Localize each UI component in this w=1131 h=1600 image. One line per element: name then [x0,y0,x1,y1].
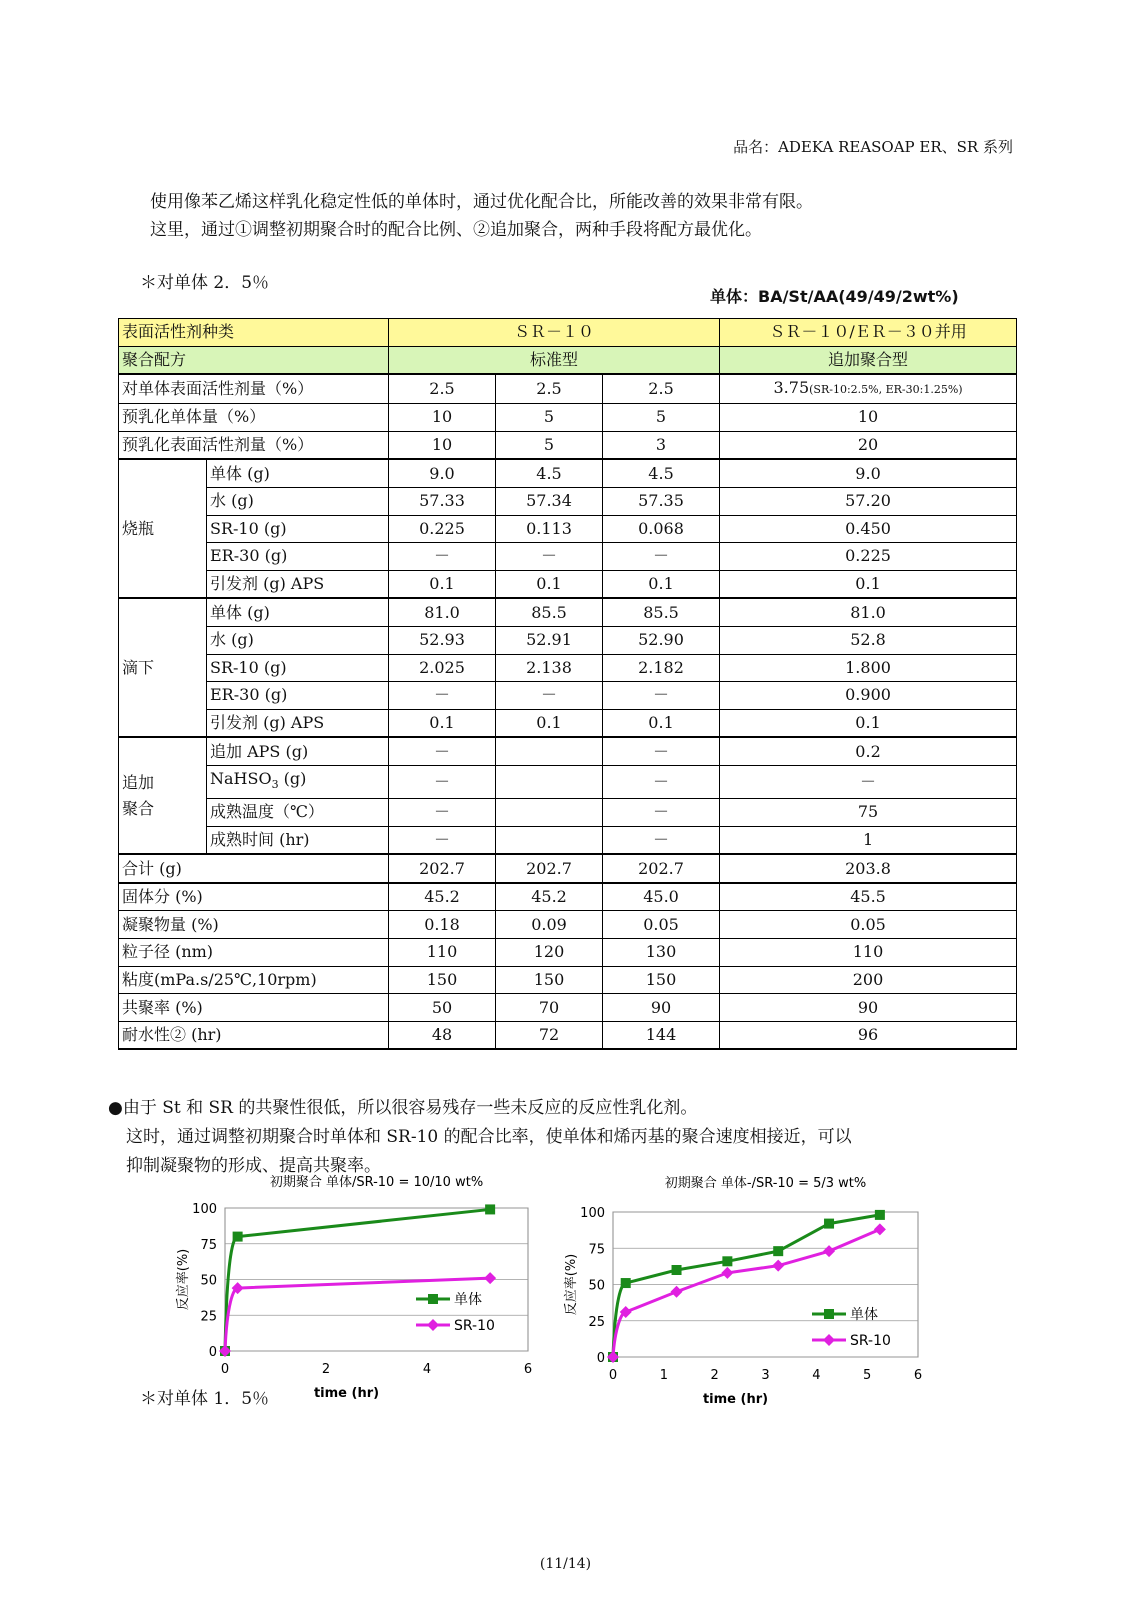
result-value: 48 [389,1021,496,1049]
value-cell: 0.900 [720,682,1017,710]
bullet-line-1: ●由于 St 和 SR 的共聚性很低，所以很容易残存一些未反应的反应性乳化剂。 [108,1098,698,1118]
value-cell: － [389,543,496,571]
value-cell: 81.0 [720,598,1017,626]
y-axis-label: 反应率(%) [564,1253,579,1316]
y-tick-label: 100 [580,1206,605,1221]
chart-title: 初期聚合 单体-/SR-10 = 5/3 wt% [664,1176,867,1191]
value-cell: 2.025 [389,654,496,682]
x-axis-label: time (hr) [702,1392,769,1407]
value-cell: 0.225 [720,543,1017,571]
x-tick-label: 4 [422,1362,432,1377]
product-name-header: 品名：ADEKA REASOAP ER、SR 系列 [733,138,1013,156]
value-cell: 75 [720,799,1017,827]
value-cell: 57.34 [496,487,603,515]
result-label: 粒子径 (nm) [119,939,389,967]
value-cell: 0.1 [603,709,720,737]
result-value: 130 [603,939,720,967]
data-point [672,1265,682,1275]
row-label [207,543,389,571]
chart-initial-10-10 [160,1168,560,1418]
note-top: ＊对单体 2．5％ [140,273,270,293]
value-note: (SR-10:2.5%, ER-30:1.25%) [809,383,963,397]
table-row [119,404,1017,432]
value-cell: 1.800 [720,654,1017,682]
value-cell: 2.182 [603,654,720,682]
x-tick-label: 3 [761,1368,770,1383]
x-tick-label: 6 [523,1362,533,1377]
value-cell: 0.2 [720,737,1017,765]
row-label-text: 单体 (g) [210,463,270,483]
value-cell: － [603,682,720,710]
result-value: 90 [720,994,1017,1022]
table-row [119,543,1017,571]
value-cell: 2.5 [496,374,603,404]
row-label-text: ER-30 (g) [210,546,288,566]
value-cell: － [389,765,496,798]
value-cell [496,737,603,765]
table-row [119,799,1017,827]
value-cell: 2.138 [496,654,603,682]
y-tick-label: 75 [588,1242,605,1258]
value-cell: － [496,682,603,710]
result-value: 110 [720,939,1017,967]
result-label: 耐水性② (hr) [119,1021,389,1049]
group-label-line: 追加 [122,772,155,792]
x-tick-label: 1 [659,1368,668,1383]
row-label-text: SR-10 (g) [210,518,287,538]
row-label [207,626,389,654]
value-cell: － [603,799,720,827]
value-cell [720,374,1017,404]
value-cell: － [389,826,496,854]
data-point [233,1232,243,1242]
x-axis-label: time (hr) [313,1386,380,1401]
header-addition: 追加聚合型 [720,346,1017,374]
value-cell: 0.225 [389,515,496,543]
result-value: 200 [720,966,1017,994]
result-value: 72 [496,1021,603,1049]
y-tick-label: 0 [596,1351,605,1366]
value-cell: 0.1 [389,570,496,598]
value-cell: 0.450 [720,515,1017,543]
table-row [119,570,1017,598]
header-standard: 标准型 [389,346,720,374]
table-row [119,626,1017,654]
table-row [119,346,1017,374]
result-value: 50 [389,994,496,1022]
legend-label: 单体 [454,1292,482,1308]
legend-label: 单体 [850,1307,878,1323]
value-cell: 57.33 [389,487,496,515]
row-label [207,654,389,682]
table-row [119,765,1017,798]
value-cell: 0.1 [720,709,1017,737]
value-cell: 0.113 [496,515,603,543]
value-cell: 0.1 [496,709,603,737]
value-cell: 85.5 [603,598,720,626]
row-label [207,570,389,598]
row-label-text: NaHSO [210,768,272,788]
result-label: 凝聚物量 (%) [119,911,389,939]
table-row [119,654,1017,682]
table-row [119,319,1017,347]
value-cell: 0.1 [603,570,720,598]
value-cell: 52.93 [389,626,496,654]
value-cell: 10 [389,431,496,459]
value-cell: 85.5 [496,598,603,626]
table-row [119,939,1017,967]
formulation-table [118,318,1017,1050]
value-cell: 5 [496,404,603,432]
y-tick-label: 50 [200,1273,217,1289]
value-main: 10 [857,407,879,427]
value-cell: 81.0 [389,598,496,626]
bullet-line-2: 这时，通过调整初期聚合时单体和 SR-10 的配合比率，使单体和烯丙基的聚合速度相接近，可以 [126,1127,852,1147]
legend-label: SR-10 [454,1318,495,1334]
row-label: 预乳化表面活性剂量（%） [119,431,389,459]
data-point [875,1210,885,1220]
x-tick-label: 6 [913,1368,923,1383]
data-point [824,1219,834,1229]
value-cell [720,431,1017,459]
value-main: 20 [857,435,879,455]
x-tick-label: 4 [812,1368,821,1383]
result-value: 70 [496,994,603,1022]
chart-title: 初期聚合 单体/SR-10 = 10/10 wt% [269,1175,484,1190]
result-value: 0.18 [389,911,496,939]
y-tick-label: 25 [588,1314,605,1330]
value-cell: － [389,682,496,710]
row-label-text: ER-30 (g) [210,685,288,705]
header-surfactant-label: 表面活性剂种类 [119,319,389,347]
table-row [119,374,1017,404]
table-row [119,883,1017,911]
value-cell: － [720,765,1017,798]
group-label: 滴下 [119,598,207,737]
value-cell: 4.5 [603,459,720,487]
value-cell: 57.35 [603,487,720,515]
value-cell: 52.91 [496,626,603,654]
row-label-text: 成熟温度（℃） [210,802,324,822]
value-cell: 52.8 [720,626,1017,654]
group-label [119,737,207,854]
table-row [119,431,1017,459]
value-main: 3.75 [773,378,810,398]
table-row [119,911,1017,939]
row-label [207,515,389,543]
table-row [119,515,1017,543]
row-label-text: 追加 APS (g) [210,741,309,761]
y-tick-label: 25 [200,1309,217,1325]
row-label: 对单体表面活性剂量（%） [119,374,389,404]
table-row [119,682,1017,710]
table-row [119,854,1017,883]
result-value: 0.05 [720,911,1017,939]
row-label [207,826,389,854]
table-row [119,709,1017,737]
x-tick-label: 5 [863,1368,872,1383]
value-cell: 1 [720,826,1017,854]
group-label: 烧瓶 [119,459,207,598]
table-row [119,966,1017,994]
intro-text [150,188,813,244]
result-value: 45.0 [603,883,720,911]
result-value: 0.09 [496,911,603,939]
result-value: 150 [389,966,496,994]
x-tick-label: 0 [608,1368,618,1383]
y-tick-label: 0 [208,1345,217,1360]
table-row [119,826,1017,854]
row-label-text: 成熟时间 (hr) [210,829,310,849]
total-value: 202.7 [496,854,603,883]
value-cell [496,826,603,854]
row-label [207,799,389,827]
result-value: 144 [603,1021,720,1049]
total-value: 203.8 [720,854,1017,883]
monomer-composition: 单体：BA/St/AA(49/49/2wt%) [710,287,959,306]
intro-line-1: 使用像苯乙烯这样乳化稳定性低的单体时，通过优化配合比，所能改善的效果非常有限。 [150,192,813,212]
row-label-unit: (g) [278,768,307,788]
value-cell: 2.5 [389,374,496,404]
table-row [119,994,1017,1022]
result-value: 96 [720,1021,1017,1049]
value-cell: 0.1 [720,570,1017,598]
row-label [207,709,389,737]
result-value: 150 [496,966,603,994]
value-cell: 9.0 [720,459,1017,487]
x-tick-label: 2 [321,1362,331,1377]
header-sr10: ＳＲ－１０ [389,319,720,347]
value-cell: － [603,765,720,798]
row-label [207,487,389,515]
data-point [722,1256,732,1266]
result-value: 90 [603,994,720,1022]
value-cell: 2.5 [603,374,720,404]
total-label: 合计 (g) [119,854,389,883]
value-cell: 0.1 [496,570,603,598]
table-row [119,487,1017,515]
result-value: 45.2 [389,883,496,911]
value-cell: 57.20 [720,487,1017,515]
table-row [119,737,1017,765]
result-label: 固体分 (%) [119,883,389,911]
y-tick-label: 75 [200,1237,217,1253]
header-recipe-label: 聚合配方 [119,346,389,374]
result-value: 120 [496,939,603,967]
total-value: 202.7 [603,854,720,883]
table-row [119,459,1017,487]
total-value: 202.7 [389,854,496,883]
row-label: 预乳化单体量（%） [119,404,389,432]
value-cell: － [603,826,720,854]
value-cell: 0.068 [603,515,720,543]
value-cell: 4.5 [496,459,603,487]
value-cell: － [603,737,720,765]
row-label [207,765,389,798]
result-label: 共聚率 (%) [119,994,389,1022]
value-cell [496,765,603,798]
value-cell [720,404,1017,432]
chart-initial-5-3 [550,1168,950,1423]
value-cell: 0.1 [389,709,496,737]
table-row [119,598,1017,626]
value-cell: 5 [603,404,720,432]
page-number: (11/14) [539,1556,592,1572]
value-cell [496,799,603,827]
result-label: 粘度(mPa.s/25℃,10rpm) [119,966,389,994]
bullet-line-3: 抑制凝聚物的形成、提高共聚率。 [126,1156,381,1176]
row-label-text: 引发剂 (g) APS [210,574,325,594]
y-tick-label: 100 [192,1202,217,1217]
result-value: 110 [389,939,496,967]
value-cell: － [389,799,496,827]
value-cell: 5 [496,431,603,459]
value-cell: 52.90 [603,626,720,654]
value-cell: － [603,543,720,571]
data-point [485,1204,495,1214]
legend-marker [824,1309,834,1319]
row-label-text: 水 (g) [210,491,254,511]
row-label [207,459,389,487]
group-label-line: 聚合 [122,798,155,818]
legend-marker [428,1294,438,1304]
result-value: 45.5 [720,883,1017,911]
result-value: 45.2 [496,883,603,911]
row-label-subscript: 3 [271,778,279,792]
row-label-text: 引发剂 (g) APS [210,713,325,733]
note-bottom: ＊对单体 1．5％ [140,1389,270,1409]
intro-line-2: 这里，通过①调整初期聚合时的配合比例、②追加聚合，两种手段将配方最优化。 [150,220,762,240]
value-cell: － [496,543,603,571]
row-label-text: 单体 (g) [210,602,270,622]
result-value: 0.05 [603,911,720,939]
header-sr10-er30: ＳＲ－１０/ＥＲ－３０并用 [720,319,1017,347]
value-cell: 9.0 [389,459,496,487]
data-point [773,1246,783,1256]
data-point [621,1278,631,1288]
value-cell: － [389,737,496,765]
legend-label: SR-10 [850,1333,891,1349]
row-label [207,682,389,710]
value-cell: 3 [603,431,720,459]
row-label-text: SR-10 (g) [210,657,287,677]
value-cell: 10 [389,404,496,432]
table-row [119,1021,1017,1049]
result-value: 150 [603,966,720,994]
row-label [207,598,389,626]
y-tick-label: 50 [588,1278,605,1294]
y-axis-label: 反应率(%) [176,1248,191,1311]
row-label [207,737,389,765]
x-tick-label: 0 [220,1362,230,1377]
row-label-text: 水 (g) [210,630,254,650]
x-tick-label: 2 [710,1368,719,1383]
